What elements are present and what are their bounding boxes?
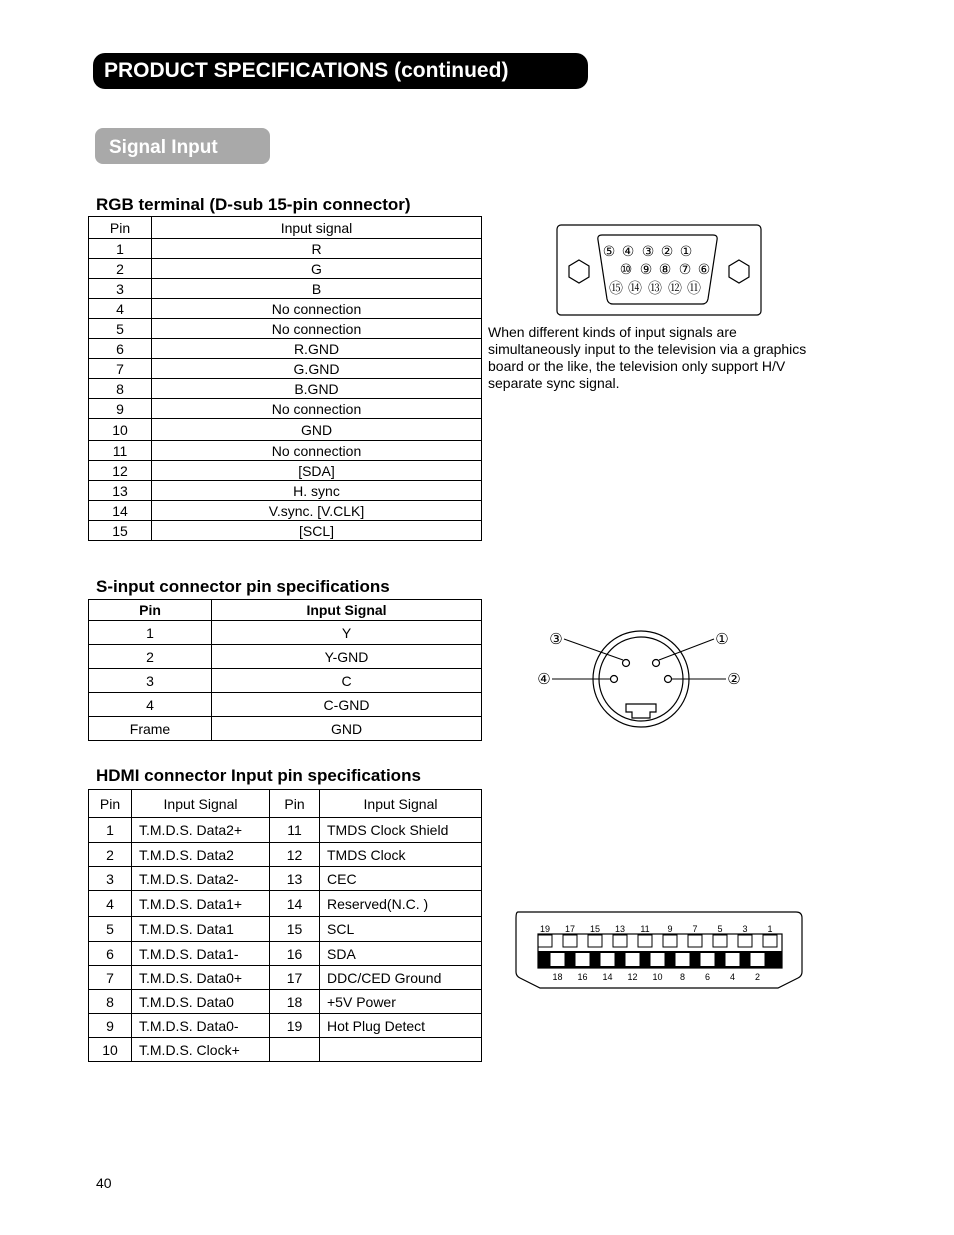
hdmi-pin-table bbox=[88, 789, 482, 1062]
table-row bbox=[89, 669, 482, 693]
sinput-heading: S-input connector pin specifications bbox=[96, 577, 390, 596]
table-row bbox=[89, 867, 482, 891]
hdmi-signal-cell: T.M.D.S. Data1- bbox=[132, 942, 270, 966]
hdmi-signal-cell: T.M.D.S. Data0- bbox=[132, 1014, 270, 1038]
hdmi-heading: HDMI connector Input pin specifications bbox=[96, 766, 421, 785]
table-row bbox=[89, 461, 482, 481]
hdmi-top-pin bbox=[538, 935, 552, 947]
table-row bbox=[89, 942, 482, 966]
hdmi-pin2-cell: 17 bbox=[270, 966, 320, 990]
hdmi-bottom-pin-label: 10 bbox=[652, 972, 663, 982]
section-title: Signal Input bbox=[109, 137, 218, 158]
table-row bbox=[89, 521, 482, 541]
dsub-connector-diagram bbox=[555, 224, 763, 317]
table-row bbox=[89, 818, 482, 843]
sinput-signal-cell: C bbox=[212, 669, 482, 693]
sinput-pin-table bbox=[88, 599, 482, 741]
table-row bbox=[89, 399, 482, 419]
table-row bbox=[89, 379, 482, 399]
dsub-pin-label: ② bbox=[660, 243, 674, 259]
table-row bbox=[89, 299, 482, 319]
hdmi-signal2-cell: TMDS Clock Shield bbox=[320, 818, 482, 843]
sinput-connector-diagram bbox=[534, 624, 744, 736]
rgb-pin-cell: 3 bbox=[89, 279, 152, 299]
hdmi-col-pin2: Pin bbox=[270, 790, 320, 818]
rgb-pin-cell: 1 bbox=[89, 239, 152, 259]
hdmi-signal-cell: T.M.D.S. Data2 bbox=[132, 843, 270, 867]
rgb-signal-cell: No connection bbox=[152, 319, 482, 339]
rgb-pin-cell: 6 bbox=[89, 339, 152, 359]
table-row bbox=[89, 359, 482, 379]
sinput-pin-cell: 4 bbox=[89, 693, 212, 717]
hdmi-signal2-cell: SDA bbox=[320, 942, 482, 966]
hdmi-signal-cell: T.M.D.S. Data1 bbox=[132, 917, 270, 942]
table-row bbox=[89, 259, 482, 279]
hdmi-top-pin-label: 15 bbox=[589, 924, 601, 934]
rgb-signal-cell: No connection bbox=[152, 441, 482, 461]
hdmi-bottom-pin bbox=[701, 953, 715, 966]
dsub-pin-label: ⑫ bbox=[668, 280, 682, 296]
dsub-pin-label: ⑥ bbox=[697, 261, 711, 277]
hdmi-signal2-cell: Hot Plug Detect bbox=[320, 1014, 482, 1038]
section-tab bbox=[95, 128, 270, 164]
hdmi-bottom-pin-label: 6 bbox=[704, 972, 711, 982]
table-row bbox=[89, 339, 482, 359]
sinput-pin-2 bbox=[665, 676, 672, 683]
hdmi-pin2-cell: 15 bbox=[270, 917, 320, 942]
sinput-leader-3 bbox=[564, 639, 623, 660]
hdmi-signal2-cell bbox=[320, 1038, 482, 1062]
hdmi-signal-cell: T.M.D.S. Data2+ bbox=[132, 818, 270, 843]
hdmi-pin-cell: 8 bbox=[89, 990, 132, 1014]
table-row bbox=[89, 990, 482, 1014]
rgb-pin-cell: 10 bbox=[89, 419, 152, 441]
rgb-pin-cell: 7 bbox=[89, 359, 152, 379]
hdmi-col-pin: Pin bbox=[89, 790, 132, 818]
sinput-label-2: ② bbox=[727, 671, 741, 688]
hdmi-signal2-cell: +5V Power bbox=[320, 990, 482, 1014]
hdmi-top-pin bbox=[713, 935, 727, 947]
sinput-key-notch bbox=[626, 704, 656, 718]
hdmi-signal2-cell: Reserved(N.C. ) bbox=[320, 891, 482, 917]
hdmi-connector-diagram bbox=[514, 910, 804, 992]
dsub-pin-label: ⑦ bbox=[678, 261, 692, 277]
rgb-signal-cell: G.GND bbox=[152, 359, 482, 379]
rgb-pin-cell: 9 bbox=[89, 399, 152, 419]
dsub-pin-label: ⑧ bbox=[658, 261, 672, 277]
hdmi-top-pin-label: 1 bbox=[767, 924, 773, 934]
sinput-pin-cell: 3 bbox=[89, 669, 212, 693]
hdmi-bottom-pin-label: 16 bbox=[577, 972, 588, 982]
table-row bbox=[89, 891, 482, 917]
hdmi-bottom-pin bbox=[576, 953, 590, 966]
rgb-pin-cell: 11 bbox=[89, 441, 152, 461]
rgb-pin-cell: 2 bbox=[89, 259, 152, 279]
sinput-pin-cell: 2 bbox=[89, 645, 212, 669]
rgb-pin-cell: 5 bbox=[89, 319, 152, 339]
dsub-left-screw-icon bbox=[569, 260, 589, 283]
dsub-pin-label: ⑪ bbox=[687, 280, 701, 296]
hdmi-signal2-cell: DDC/CED Ground bbox=[320, 966, 482, 990]
hdmi-signal-cell: T.M.D.S. Data1+ bbox=[132, 891, 270, 917]
hdmi-bottom-pin-label: 18 bbox=[552, 972, 563, 982]
rgb-pin-cell: 4 bbox=[89, 299, 152, 319]
rgb-col-signal: Input signal bbox=[152, 217, 482, 239]
dsub-pin-label: ⑬ bbox=[648, 280, 662, 296]
table-row bbox=[89, 917, 482, 942]
table-row bbox=[89, 645, 482, 669]
hdmi-pin2-cell: 18 bbox=[270, 990, 320, 1014]
hdmi-col-signal: Input Signal bbox=[132, 790, 270, 818]
hdmi-header-row bbox=[89, 790, 482, 818]
table-row bbox=[89, 621, 482, 645]
hdmi-top-pin bbox=[738, 935, 752, 947]
hdmi-pin2-cell: 14 bbox=[270, 891, 320, 917]
table-row bbox=[89, 419, 482, 441]
hdmi-bottom-pin bbox=[726, 953, 740, 966]
dsub-pin-label: ⑨ bbox=[639, 261, 653, 277]
hdmi-bottom-pin bbox=[626, 953, 640, 966]
rgb-pin-cell: 13 bbox=[89, 481, 152, 501]
sinput-signal-cell: Y-GND bbox=[212, 645, 482, 669]
dsub-pin-label: ⑤ bbox=[602, 243, 616, 259]
hdmi-top-pin-label: 19 bbox=[539, 924, 551, 934]
rgb-signal-cell: [SDA] bbox=[152, 461, 482, 481]
dsub-pin-label: ④ bbox=[621, 243, 635, 259]
hdmi-bottom-pin bbox=[676, 953, 690, 966]
hdmi-signal2-cell: TMDS Clock bbox=[320, 843, 482, 867]
rgb-signal-cell: V.sync. [V.CLK] bbox=[152, 501, 482, 521]
dsub-pin-label: ③ bbox=[641, 243, 655, 259]
rgb-signal-cell: B.GND bbox=[152, 379, 482, 399]
hdmi-bottom-pin bbox=[601, 953, 615, 966]
hdmi-top-pin bbox=[763, 935, 777, 947]
sinput-label-1: ① bbox=[715, 631, 729, 648]
sinput-col-signal: Input Signal bbox=[212, 600, 482, 621]
hdmi-pin-cell: 6 bbox=[89, 942, 132, 966]
hdmi-pin2-cell: 13 bbox=[270, 867, 320, 891]
sinput-signal-cell: C-GND bbox=[212, 693, 482, 717]
page-title: PRODUCT SPECIFICATIONS (continued) bbox=[104, 59, 509, 82]
hdmi-signal-cell: T.M.D.S. Clock+ bbox=[132, 1038, 270, 1062]
hdmi-pin-cell: 3 bbox=[89, 867, 132, 891]
rgb-signal-cell: H. sync bbox=[152, 481, 482, 501]
sinput-pin-3 bbox=[623, 660, 630, 667]
rgb-pin-cell: 15 bbox=[89, 521, 152, 541]
hdmi-signal-cell: T.M.D.S. Data2- bbox=[132, 867, 270, 891]
hdmi-bottom-pin bbox=[551, 953, 565, 966]
hdmi-signal-cell: T.M.D.S. Data0 bbox=[132, 990, 270, 1014]
hdmi-bottom-pin bbox=[651, 953, 665, 966]
table-row bbox=[89, 843, 482, 867]
hdmi-top-pin-label: 17 bbox=[564, 924, 576, 934]
hdmi-top-pin-label: 3 bbox=[742, 924, 748, 934]
hdmi-pin-cell: 4 bbox=[89, 891, 132, 917]
sinput-col-pin: Pin bbox=[89, 600, 212, 621]
hdmi-pin-cell: 7 bbox=[89, 966, 132, 990]
rgb-signal-cell: No connection bbox=[152, 299, 482, 319]
hdmi-top-pin-label: 11 bbox=[640, 924, 650, 934]
hdmi-top-pin bbox=[663, 935, 677, 947]
rgb-col-pin: Pin bbox=[89, 217, 152, 239]
hdmi-bottom-pin-label: 4 bbox=[729, 972, 736, 982]
hdmi-pin2-cell: 11 bbox=[270, 818, 320, 843]
sinput-pin-cell: 1 bbox=[89, 621, 212, 645]
dsub-pin-label: ⑭ bbox=[628, 280, 642, 296]
dsub-pin-label: ⑩ bbox=[619, 261, 633, 277]
rgb-signal-cell: R bbox=[152, 239, 482, 259]
hdmi-pin-cell: 10 bbox=[89, 1038, 132, 1062]
rgb-signal-cell: R.GND bbox=[152, 339, 482, 359]
table-row bbox=[89, 693, 482, 717]
sinput-leader-1 bbox=[659, 639, 714, 660]
rgb-signal-cell: B bbox=[152, 279, 482, 299]
hdmi-top-pin bbox=[563, 935, 577, 947]
rgb-pin-cell: 12 bbox=[89, 461, 152, 481]
hdmi-bottom-pin-label: 12 bbox=[627, 972, 638, 982]
hdmi-pin-cell: 2 bbox=[89, 843, 132, 867]
hdmi-signal2-cell: CEC bbox=[320, 867, 482, 891]
dsub-pin-label: ⑮ bbox=[609, 280, 623, 296]
rgb-signal-cell: [SCL] bbox=[152, 521, 482, 541]
table-row bbox=[89, 1014, 482, 1038]
rgb-signal-cell: G bbox=[152, 259, 482, 279]
hdmi-top-pin bbox=[613, 935, 627, 947]
table-row bbox=[89, 239, 482, 259]
sinput-signal-cell: GND bbox=[212, 717, 482, 741]
page-number: 40 bbox=[96, 1175, 112, 1191]
hdmi-top-pin bbox=[688, 935, 702, 947]
table-row bbox=[89, 717, 482, 741]
page-title-banner bbox=[93, 53, 588, 89]
table-row bbox=[89, 501, 482, 521]
rgb-header-row bbox=[89, 217, 482, 239]
hdmi-pin2-cell bbox=[270, 1038, 320, 1062]
sinput-pin-1 bbox=[653, 660, 660, 667]
hdmi-top-pin-label: 13 bbox=[614, 924, 626, 934]
sinput-pin-cell: Frame bbox=[89, 717, 212, 741]
hdmi-bottom-pin-label: 2 bbox=[754, 972, 761, 982]
hdmi-pin-cell: 9 bbox=[89, 1014, 132, 1038]
hdmi-bottom-pin-label: 14 bbox=[602, 972, 613, 982]
hdmi-top-pin-label: 7 bbox=[692, 924, 698, 934]
rgb-signal-cell: GND bbox=[152, 419, 482, 441]
hdmi-top-pin bbox=[588, 935, 602, 947]
sinput-header-row bbox=[89, 600, 482, 621]
table-row bbox=[89, 481, 482, 501]
dsub-pin-label: ① bbox=[679, 243, 693, 259]
table-row bbox=[89, 1038, 482, 1062]
rgb-pin-cell: 14 bbox=[89, 501, 152, 521]
sinput-signal-cell: Y bbox=[212, 621, 482, 645]
hdmi-signal-cell: T.M.D.S. Data0+ bbox=[132, 966, 270, 990]
hdmi-top-pin bbox=[638, 935, 652, 947]
rgb-pin-cell: 8 bbox=[89, 379, 152, 399]
rgb-pin-table bbox=[88, 216, 482, 541]
rgb-signal-cell: No connection bbox=[152, 399, 482, 419]
sinput-pin-4 bbox=[611, 676, 618, 683]
hdmi-pin2-cell: 12 bbox=[270, 843, 320, 867]
table-row bbox=[89, 441, 482, 461]
dsub-right-screw-icon bbox=[729, 260, 749, 283]
hdmi-pin-cell: 1 bbox=[89, 818, 132, 843]
sinput-label-4: ④ bbox=[537, 671, 551, 688]
rgb-heading: RGB terminal (D-sub 15-pin connector) bbox=[96, 195, 411, 214]
sinput-inner-ring bbox=[599, 637, 683, 721]
table-row bbox=[89, 966, 482, 990]
hdmi-pin2-cell: 19 bbox=[270, 1014, 320, 1038]
hdmi-pin2-cell: 16 bbox=[270, 942, 320, 966]
hdmi-bottom-pin-label: 8 bbox=[679, 972, 686, 982]
hdmi-signal2-cell: SCL bbox=[320, 917, 482, 942]
rgb-note: When different kinds of input signals are simultaneously input to the television via a graphics board or the like, the television only support H/V separate sync signal. bbox=[488, 324, 807, 391]
hdmi-col-signal2: Input Signal bbox=[320, 790, 482, 818]
hdmi-bottom-pin bbox=[751, 953, 765, 966]
hdmi-top-pin-label: 9 bbox=[667, 924, 673, 934]
hdmi-pin-cell: 5 bbox=[89, 917, 132, 942]
table-row bbox=[89, 279, 482, 299]
hdmi-top-pin-label: 5 bbox=[717, 924, 723, 934]
sinput-label-3: ③ bbox=[549, 631, 563, 648]
table-row bbox=[89, 319, 482, 339]
